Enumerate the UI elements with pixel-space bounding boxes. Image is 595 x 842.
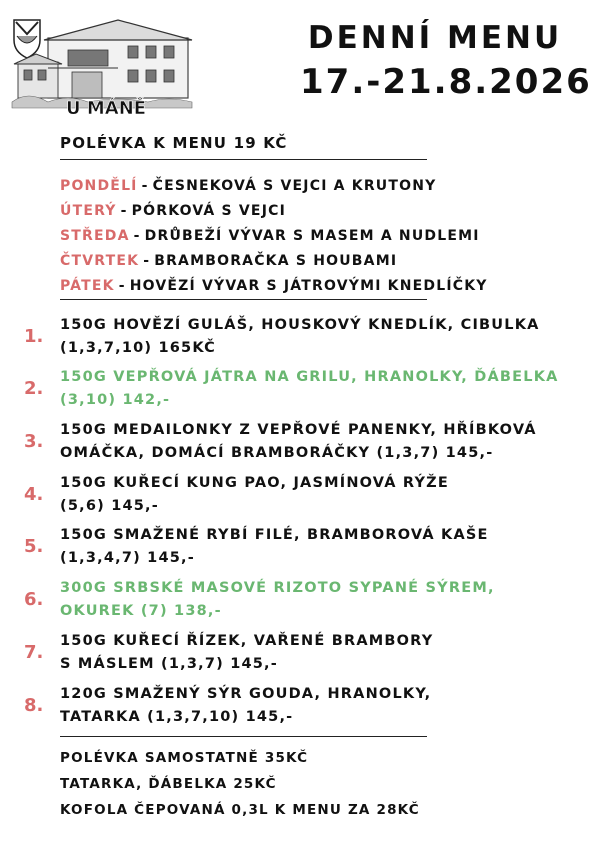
building-sketch-icon <box>8 10 196 120</box>
meal-description: 150G MEDAILONKY Z VEPŘOVÉ PANENKY, HŘÍBKOVÁ OMÁČKA, DOMÁCÍ BRAMBORÁČKY (1,3,7) 145,- <box>60 422 537 461</box>
soup-list <box>60 176 488 301</box>
meal-description: 300G SRBSKÉ MASOVÉ RIZOTO SYPANÉ SÝREM, OKUREK (7) 138,- <box>60 580 495 619</box>
meal-number: 2. <box>24 378 44 399</box>
meal-number: 7. <box>24 642 44 663</box>
day-label: ČTVRTEK <box>60 253 140 269</box>
meal-number: 3. <box>24 431 44 452</box>
extras-list <box>60 748 420 826</box>
divider <box>60 299 427 300</box>
soup-dish: DRŮBEŽÍ VÝVAR S MASEM A NUDLEMI <box>144 228 480 244</box>
day-label: STŘEDA <box>60 228 130 244</box>
divider <box>60 159 427 160</box>
page-title: DENNÍ MENU <box>307 20 563 56</box>
date-range: 17.-21.8.2026 <box>300 62 592 102</box>
soup-dish: HOVĚZÍ VÝVAR S JÁTROVÝMI KNEDLÍČKY <box>129 278 488 294</box>
extra-item: POLÉVKA SAMOSTATNĚ 35KČ <box>60 750 309 766</box>
meal-description: 120G SMAŽENÝ SÝR GOUDA, HRANOLKY, TATARKA (1,3,7,10) 145,- <box>60 686 432 725</box>
meal-description: 150G KUŘECÍ ŘÍZEK, VAŘENÉ BRAMBORY S MÁSLEM (1,3,7) 145,- <box>60 633 434 672</box>
day-label: ÚTERÝ <box>60 203 117 219</box>
extra-item: KOFOLA ČEPOVANÁ 0,3L K MENU ZA 28KČ <box>60 802 420 818</box>
logo-text: U MÁNĚ <box>66 98 147 119</box>
day-label: PONDĚLÍ <box>60 178 138 194</box>
soup-row-tuesday: ÚTERÝ - PÓRKOVÁ S VEJCI <box>60 203 286 219</box>
restaurant-logo <box>8 10 196 120</box>
day-label: PÁTEK <box>60 278 115 294</box>
meal-description: 150G VEPŘOVÁ JÁTRA NA GRILU, HRANOLKY, ĎÁBELKA (3,10) 142,- <box>60 369 559 408</box>
divider <box>60 736 427 737</box>
meal-description: 150G HOVĚZÍ GULÁŠ, HOUSKOVÝ KNEDLÍK, CIBULKA (1,3,7,10) 165KČ <box>60 317 540 356</box>
meal-description: 150G SMAŽENÉ RYBÍ FILÉ, BRAMBOROVÁ KAŠE (1,3,4,7) 145,- <box>60 527 489 566</box>
soup-row-friday: PÁTEK - HOVĚZÍ VÝVAR S JÁTROVÝMI KNEDLÍČKY <box>60 278 488 294</box>
meal-number: 5. <box>24 536 44 557</box>
soup-heading: POLÉVKA K MENU 19 KČ <box>60 134 288 152</box>
soup-dish: PÓRKOVÁ S VEJCI <box>131 203 286 219</box>
soup-row-monday: PONDĚLÍ - ČESNEKOVÁ S VEJCI A KRUTONY <box>60 178 437 194</box>
soup-row-wednesday: STŘEDA - DRŮBEŽÍ VÝVAR S MASEM A NUDLEMI <box>60 228 480 244</box>
meal-number: 4. <box>24 484 44 505</box>
soup-dish: BRAMBORAČKA S HOUBAMI <box>154 253 398 269</box>
soup-dish: ČESNEKOVÁ S VEJCI A KRUTONY <box>152 178 437 194</box>
meal-number: 1. <box>24 326 44 347</box>
extra-item: TATARKA, ĎÁBELKA 25KČ <box>60 776 277 792</box>
coat-of-arms-icon <box>14 20 40 58</box>
soup-row-thursday: ČTVRTEK - BRAMBORAČKA S HOUBAMI <box>60 253 398 269</box>
meal-number: 8. <box>24 695 44 716</box>
meal-number: 6. <box>24 589 44 610</box>
meal-description: 150G KUŘECÍ KUNG PAO, JASMÍNOVÁ RÝŽE (5,6) 145,- <box>60 475 450 514</box>
